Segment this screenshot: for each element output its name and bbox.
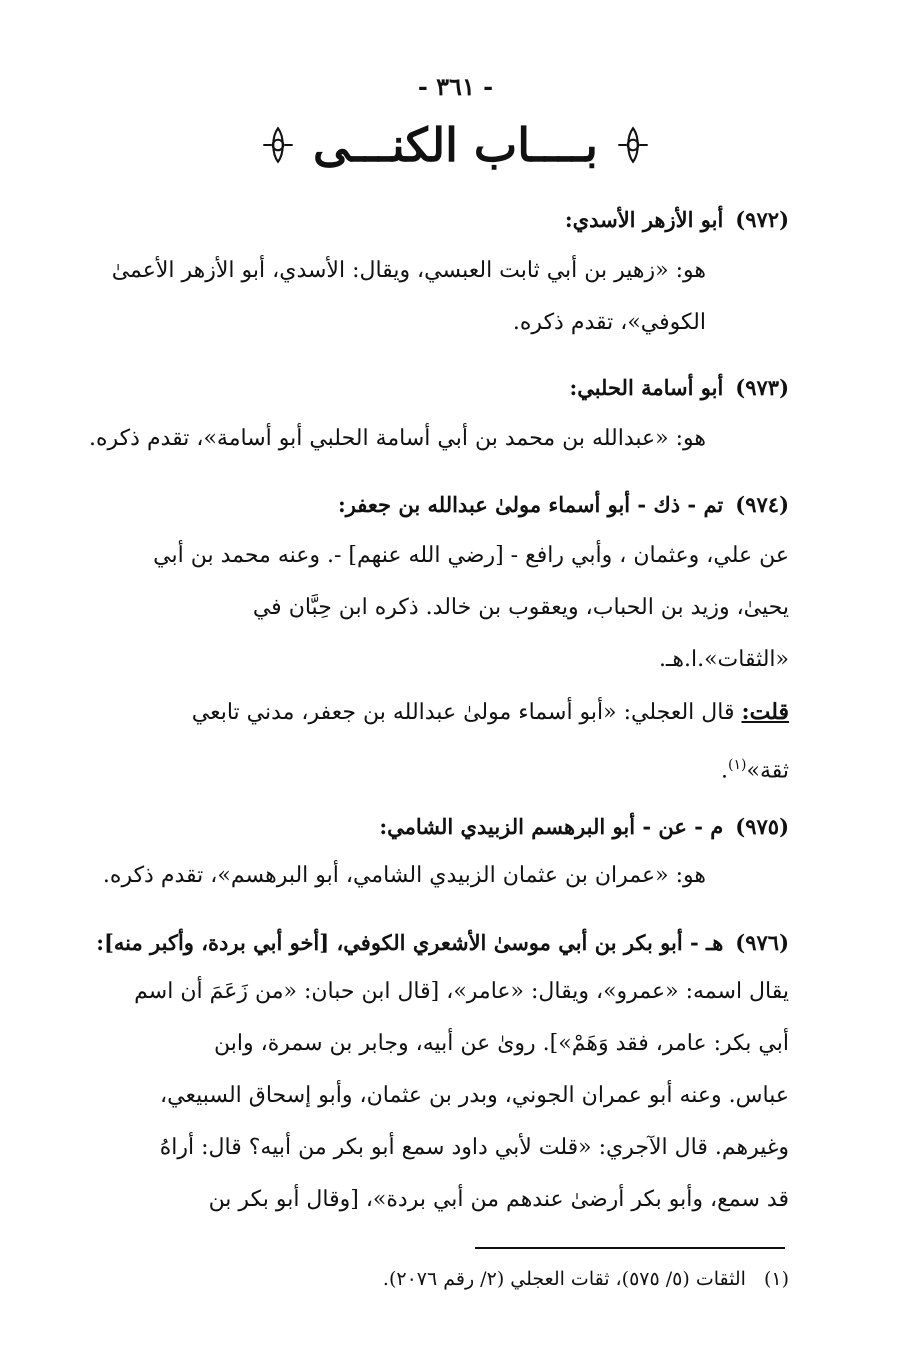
entry-number: (٩٧٣) [735,375,789,400]
body-line: عباس. وعنه أبو عمران الجوني، وبدر بن عثمان، وأبو إسحاق السبيعي، [160,1083,789,1108]
footnote-text: الثقات (٥/ ٥٧٥)، ثقات العجلي (٢/ رقم ٢٠٧٦). [382,1268,746,1290]
entry-body [81,245,706,349]
entry-heading [89,373,789,403]
body-line: يقال اسمه: «عمرو»، ويقال: «عامر»، [قال ابن حبان: «من زَعَمَ أن اسم [134,979,789,1004]
entry-number: (٩٧٦) [735,930,789,955]
entry-body [81,850,706,902]
body-line: قد سمع، وأبو بكر أرضىٰ عندهم من أبي بردة»، [وقال أبو بكر بن [208,1187,789,1212]
footnote-ref: (١) [728,757,747,773]
footnote-number: (١) [763,1268,789,1290]
body-line: يحيىٰ، وزيد بن الحباب، ويعقوب بن خالد. ذكره ابن حِبَّان في [252,595,789,620]
note-label: قلت: [741,699,789,725]
entry-heading [89,490,789,520]
entry-heading-text: أبو الأزهر الأسدي: [564,207,724,232]
note-line: ثقة»$^{(١)}$. [721,757,789,784]
ornament-icon [257,124,299,166]
note-text: قال العجلي: «أبو أسماء مولىٰ عبدالله بن جعفر، مدني تابعي [191,700,735,725]
entry-body [81,530,789,797]
chapter-title-text: بــــاب الكنـــى [313,118,598,172]
body-line: الكوفي»، تقدم ذكره. [512,310,706,335]
entry-body [81,966,789,1226]
entry-number: (٩٧٥) [735,814,789,839]
entry-heading [89,812,789,842]
ornament-icon [612,124,654,166]
note-line [81,686,789,739]
footnote-divider [475,1247,785,1249]
chapter-title [0,118,911,172]
note-text: ثقة» [746,758,789,784]
entry-heading-text: أبو أسامة الحلبي: [569,375,724,400]
entry-body [81,413,706,465]
footnote [89,1268,789,1290]
body-line: وغيرهم. قال الآجري: «قلت لأبي داود سمع أبو بكر من أبيه؟ قال: أراهُ [159,1135,789,1160]
entry-number: (٩٧٤) [735,492,789,517]
entry-heading [89,928,789,958]
body-line: هو: «زهير بن أبي ثابت العبسي، ويقال: الأسدي، أبو الأزهر الأعمىٰ [111,258,706,283]
entry-heading-text: هـ - أبو بكر بن أبي موسىٰ الأشعري الكوفي، [أخو أبي بردة، وأكبر منه]: [96,930,724,955]
body-line: عن علي، وعثمان ، وأبي رافع - [رضي الله عنهم] -. وعنه محمد بن أبي [153,543,789,568]
entry-number: (٩٧٢) [735,207,789,232]
page-number: - ٣٦١ - [417,72,494,101]
body-line: هو: «عبدالله بن محمد بن أبي أسامة الحلبي أبو أسامة»، تقدم ذكره. [89,426,706,451]
entry-heading [89,205,789,235]
entry-heading-text: تم - ذك - أبو أسماء مولىٰ عبدالله بن جعفر: [337,492,724,517]
entry-heading-text: م - عن - أبو البرهسم الزبيدي الشامي: [379,814,724,839]
body-line: «الثقات».ا.هـ. [658,647,789,672]
body-line: هو: «عمران بن عثمان الزبيدي الشامي، أبو البرهسم»، تقدم ذكره. [102,863,706,888]
body-line: أبي بكر: عامر، فقد وَهَمْ»]. روىٰ عن أبيه، وجابر بن سمرة، وابن [214,1031,789,1056]
